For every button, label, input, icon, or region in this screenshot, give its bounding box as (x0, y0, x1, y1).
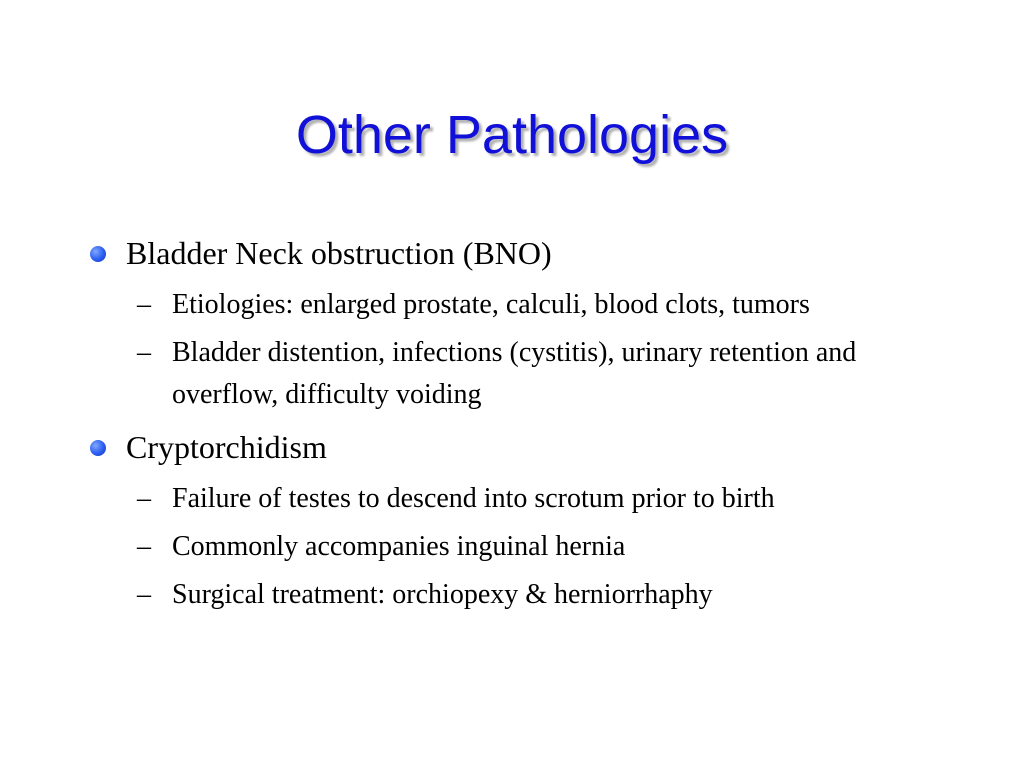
dash-icon: – (137, 531, 151, 562)
dash-icon: – (137, 337, 151, 368)
sub-item (0, 332, 1024, 416)
sub-item (0, 574, 1024, 616)
sub-item-text: Commonly accompanies inguinal hernia (172, 531, 626, 562)
dash-icon: – (137, 483, 151, 514)
bullet-item-cryptorchidism (0, 422, 1024, 472)
dash-icon: – (137, 579, 151, 610)
sub-item (0, 284, 1024, 326)
bullet-text: Bladder Neck obstruction (BNO) (126, 235, 552, 271)
sub-item (0, 478, 1024, 520)
sub-list-bno (0, 284, 1024, 416)
bullet-list (0, 228, 1024, 622)
sub-item-text: Surgical treatment: orchiopexy & herniorrhaphy (172, 579, 713, 610)
bullet-dot-icon (90, 440, 106, 456)
sub-item-text: Bladder distention, infections (cystitis), urinary retention and overflow, difficulty voiding (172, 337, 857, 410)
bullet-dot-icon (90, 246, 106, 262)
sub-item-text: Etiologies: enlarged prostate, calculi, blood clots, tumors (172, 289, 810, 320)
bullet-item-bno (0, 228, 1024, 278)
dash-icon: – (137, 289, 151, 320)
slide-title: Other Pathologies (295, 105, 729, 165)
sub-list-container (0, 284, 1024, 416)
sub-list-cryptorchidism (0, 478, 1024, 616)
sub-item-text: Failure of testes to descend into scrotum prior to birth (172, 483, 775, 514)
sub-list-container (0, 478, 1024, 616)
sub-item (0, 526, 1024, 568)
bullet-text: Cryptorchidism (126, 429, 327, 465)
